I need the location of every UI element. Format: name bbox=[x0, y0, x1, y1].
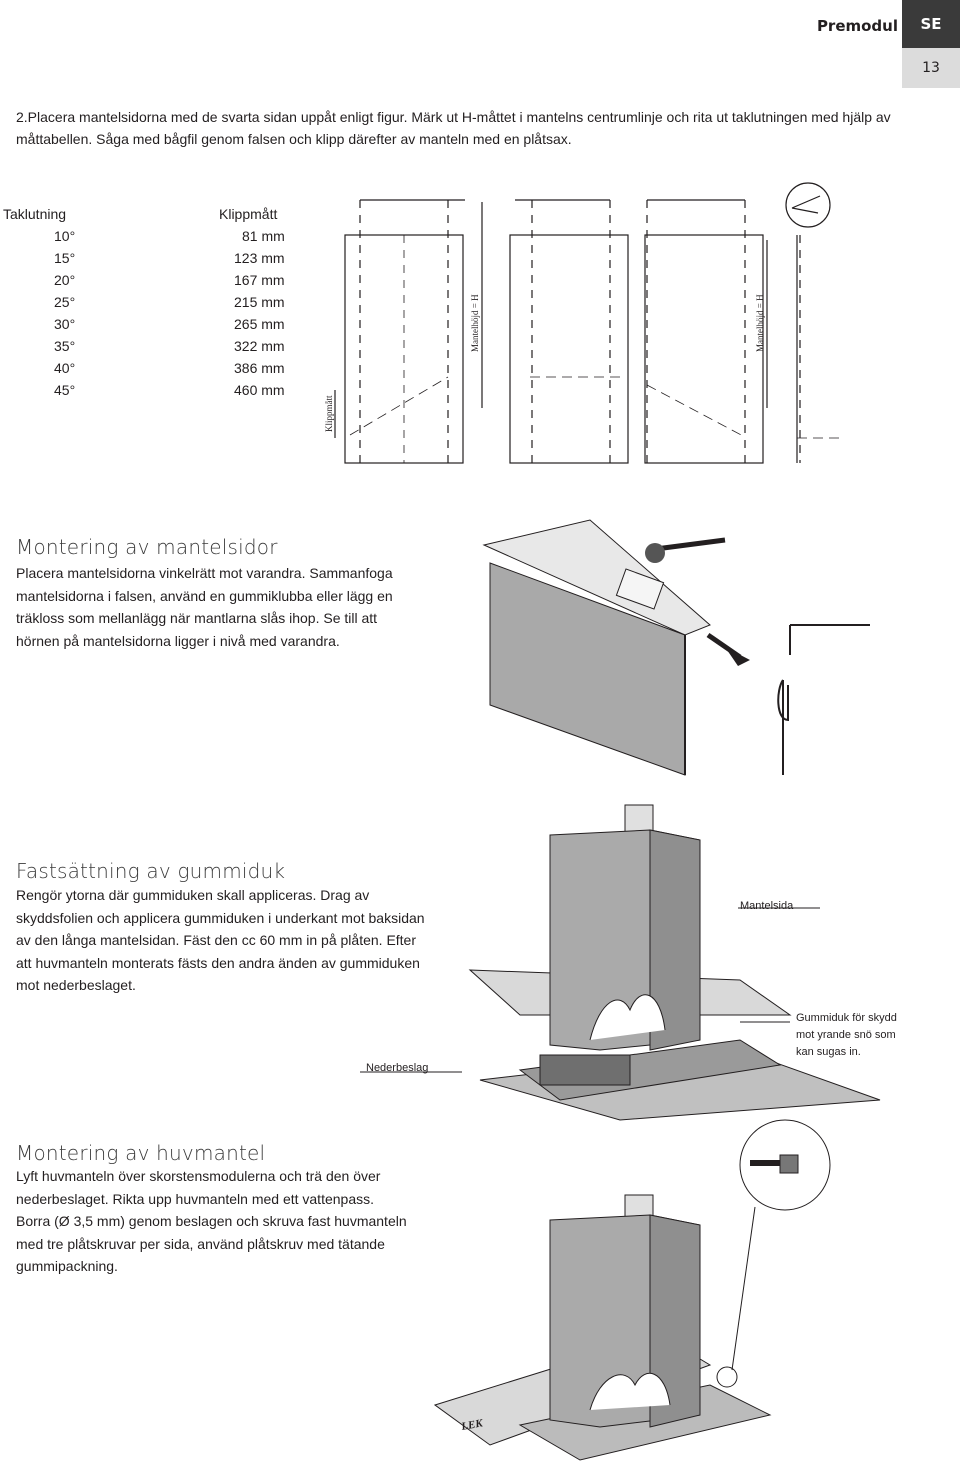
table-cut: 123 mm bbox=[234, 250, 285, 266]
lek-label: LEK bbox=[460, 1417, 484, 1433]
text-line: hörnen på mantelsidorna ligger i nivå med varandra. bbox=[16, 632, 340, 649]
table-cut: 386 mm bbox=[234, 360, 285, 376]
label-line: mot yrande snö som bbox=[796, 1029, 896, 1041]
text-line: nederbeslaget. Rikta upp huvmanteln med ett vattenpass. bbox=[16, 1190, 374, 1207]
page-number: 13 bbox=[902, 48, 960, 88]
text-line: skyddsfolien och applicera gummiduken i underkant mot baksidan bbox=[16, 909, 425, 926]
label-line: kan sugas in. bbox=[796, 1046, 861, 1058]
table-slope: 35° bbox=[54, 338, 76, 354]
label-gummiduk bbox=[796, 1010, 897, 1061]
cut-table bbox=[0, 206, 300, 406]
section-text-mantelsidor bbox=[16, 562, 476, 652]
text-line: av den långa mantelsidan. Fäst den cc 60 mm in på plåten. Efter bbox=[16, 932, 417, 948]
text-line: Borra (Ø 3,5 mm) genom beslagen och skruva fast huvmanteln bbox=[16, 1213, 407, 1229]
text-line: Lyft huvmanteln över skorstensmodulerna och trä den över bbox=[16, 1168, 381, 1184]
text-line: mantelsidorna i falsen, använd en gummiklubba eller lägg en bbox=[16, 587, 393, 604]
language-tab: SE bbox=[902, 0, 960, 48]
label-nederbeslag: Nederbeslag bbox=[366, 1062, 429, 1074]
text-line: Placera mantelsidorna vinkelrätt mot varandra. Sammanfoga bbox=[16, 565, 393, 581]
intro-paragraph: 2.Placera mantelsidorna med de svarta sidan uppåt enligt figur. Märk ut H-måttet i mantelns centrumlinje och rita ut taklutningen med hjälp av måttabellen. Såga med bågfil genom falsen och klipp därefter av manteln med en plåtsax. bbox=[16, 109, 891, 147]
table-cut: 322 mm bbox=[234, 338, 285, 354]
text-line: mot nederbeslaget. bbox=[16, 977, 136, 993]
hood-mounting-illustration bbox=[410, 1115, 920, 1470]
table-cut: 81 mm bbox=[242, 228, 285, 244]
label-line: Gummiduk för skydd bbox=[796, 1012, 897, 1024]
table-cut: 265 mm bbox=[234, 316, 285, 332]
section-heading-mantelsidor: Montering av mantelsidor bbox=[16, 535, 278, 559]
table-cut: 215 mm bbox=[234, 294, 285, 310]
table-header-slope: Taklutning bbox=[3, 206, 67, 222]
table-slope: 45° bbox=[54, 382, 76, 398]
section-text-huvmantel bbox=[16, 1165, 476, 1278]
table-slope: 40° bbox=[54, 360, 76, 376]
rubber-seal-illustration bbox=[360, 800, 880, 1125]
text-line: gummipackning. bbox=[16, 1258, 118, 1274]
section-heading-gummiduk: Fastsättning av gummiduk bbox=[16, 859, 286, 883]
cut-diagram bbox=[320, 180, 840, 470]
table-cut: 460 mm bbox=[234, 382, 285, 398]
table-slope: 15° bbox=[54, 250, 76, 266]
table-slope: 20° bbox=[54, 272, 76, 288]
header-title: Premodul bbox=[816, 17, 898, 35]
klippmatt-label: Klippmått bbox=[324, 395, 334, 432]
table-slope: 10° bbox=[54, 228, 76, 244]
table-slope: 30° bbox=[54, 316, 76, 332]
text-line: Rengör ytorna där gummiduken skall appliceras. Drag av bbox=[16, 887, 370, 903]
assembly-illustration bbox=[480, 515, 880, 785]
mantelhojd-label: Mantelhöjd = H bbox=[470, 294, 480, 352]
text-line: träkloss som mellanlägg när mantlarna slås ihop. Se till att bbox=[16, 610, 378, 626]
table-header-cut: Klippmått bbox=[219, 206, 278, 222]
table-cut: 167 mm bbox=[234, 272, 285, 288]
label-mantelsida: Mantelsida bbox=[740, 900, 794, 912]
text-line: att huvmanteln monterats fästs den andra änden av gummiduken bbox=[16, 954, 420, 971]
mantelhojd-label-2: Mantelhöjd = H bbox=[755, 294, 765, 352]
section-heading-huvmantel: Montering av huvmantel bbox=[16, 1141, 266, 1165]
text-line: med tre plåtskruvar per sida, använd plåtskruv med tätande bbox=[16, 1235, 385, 1252]
table-slope: 25° bbox=[54, 294, 76, 310]
